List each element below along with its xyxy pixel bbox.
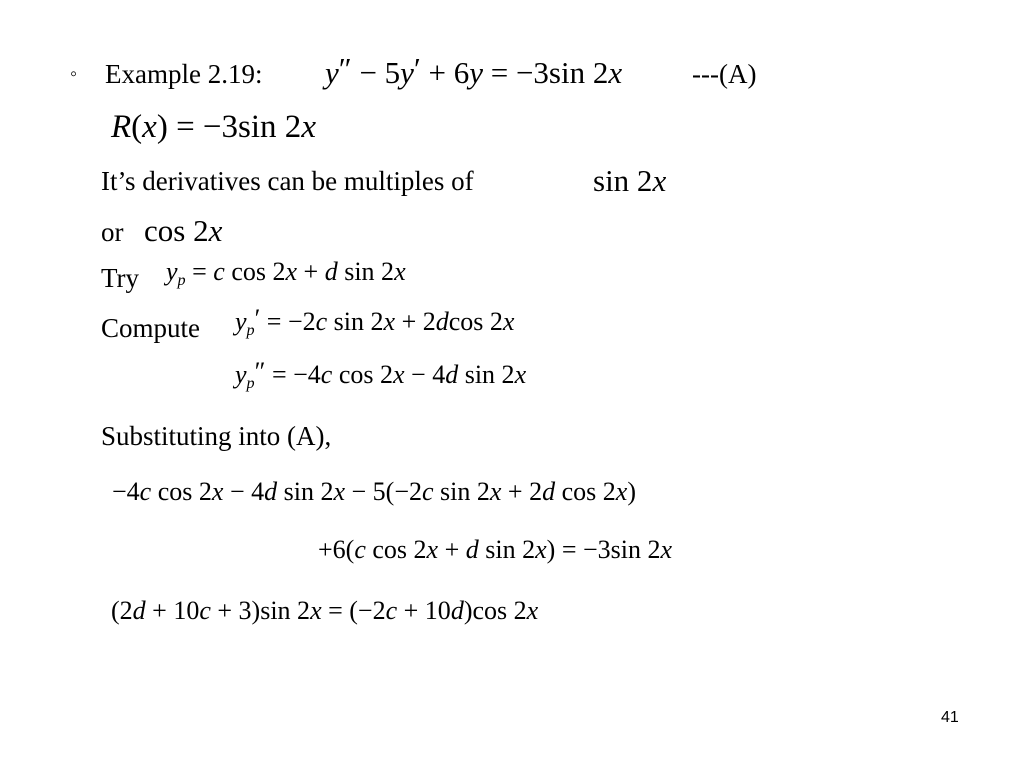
or-text: or	[101, 217, 124, 247]
substituting-text: Substituting into (A),	[101, 421, 332, 451]
r-definition: R(x) = −3sin 2x	[111, 109, 316, 145]
substitution-line-1: −4c cos 2x − 4d sin 2x − 5(−2c sin 2x + 2d cos 2x)	[112, 477, 636, 506]
derivatives-text: It’s derivatives can be multiples of	[101, 166, 474, 196]
yp-second-derivative: yp″ = −4c cos 2x − 4d sin 2x	[235, 356, 527, 393]
result-equation: (2d + 10c + 3)sin 2x = (−2c + 10d)cos 2x	[111, 596, 539, 625]
cos2x-expr: cos 2x	[144, 213, 223, 248]
bullet-icon: ◦	[70, 63, 78, 85]
ode-tag: ---(A)	[692, 59, 757, 89]
substitution-line-2: +6(c cos 2x + d sin 2x) = −3sin 2x	[318, 535, 673, 564]
yp-first-derivative: yp′ = −2c sin 2x + 2dcos 2x	[235, 303, 515, 340]
ode-equation: y″ − 5y′ + 6y = −3sin 2x	[325, 51, 623, 90]
try-text: Try	[101, 263, 140, 293]
yp-definition: yp = c cos 2x + d sin 2x	[166, 257, 406, 290]
compute-text: Compute	[101, 313, 200, 343]
page-number: 41	[941, 709, 959, 726]
sin2x-expr: sin 2x	[593, 163, 667, 198]
example-label: Example 2.19:	[105, 59, 263, 89]
